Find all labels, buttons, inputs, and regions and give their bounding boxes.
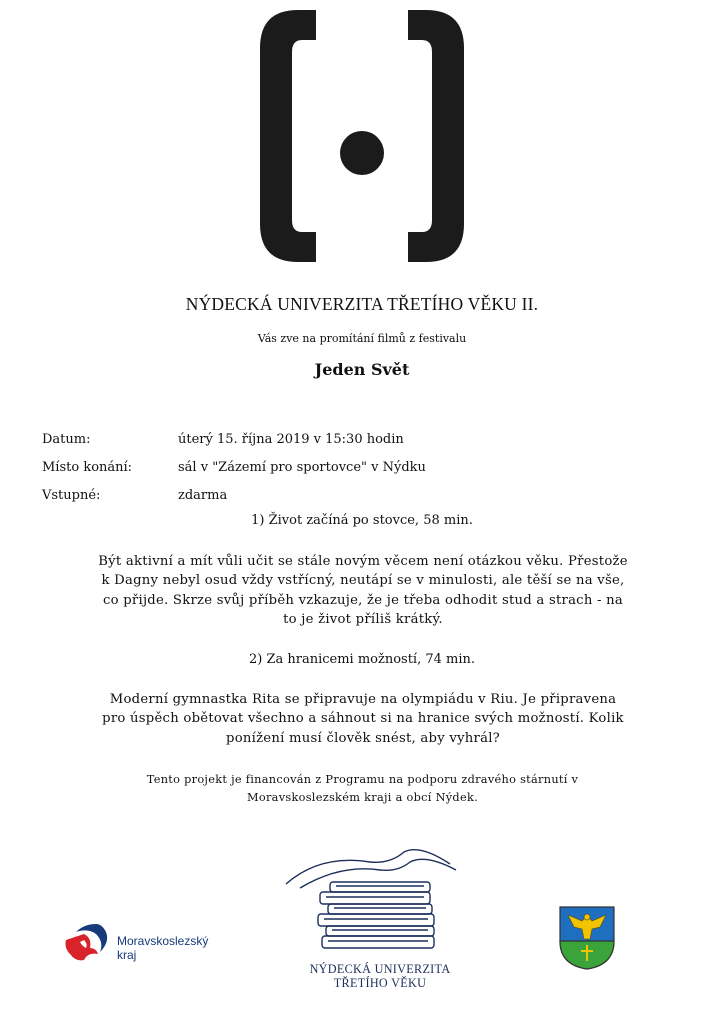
film-1-description-line: Být aktivní a mít vůli učit se stále novým věcem není otázkou věku. Přestože: [98, 554, 628, 569]
funding-line: Tento projekt je financován z Programu na podporu zdravého stárnutí v: [146, 773, 579, 786]
date-value: úterý 15. října 2019 v 15:30 hodin: [178, 432, 404, 447]
admission-label: Vstupné:: [42, 488, 101, 503]
kraj-line-1: Moravskoslezský: [117, 934, 209, 948]
film-2-description-line: Moderní gymnastka Rita se připravuje na olympiádu v Riu. Je připravena: [109, 692, 617, 707]
film-1-description-line: to je život příliš krátký.: [283, 612, 443, 628]
organization-title: NÝDECKÁ UNIVERZITA TŘETÍHO VĚKU II.: [185, 294, 539, 314]
festival-logo-icon: [222, 8, 502, 266]
film-1-description-line: k Dagny nebyl osud vždy vstřícný, neutápí se v minulosti, ale těší se na vše,: [101, 573, 625, 589]
film-1-title: 1) Život začíná po stovce, 58 min.: [251, 513, 473, 528]
university-line-1: NÝDECKÁ UNIVERZITA: [309, 962, 451, 976]
invite-text: Vás zve na promítání filmů z festivalu: [257, 332, 467, 345]
kraj-line-2: kraj: [117, 948, 137, 962]
film-1-description-line: co přijde. Skrze svůj příběh vzkazuje, že je třeba odhodit stud a strach - na: [102, 592, 624, 608]
university-books-logo-icon: [280, 840, 470, 960]
film-2-description: [38, 690, 688, 748]
university-logo-text: [280, 962, 480, 990]
university-line-2: TŘETÍHO VĚKU: [333, 976, 427, 990]
date-label: Datum:: [42, 432, 91, 447]
festival-name: Jeden Svět: [314, 360, 410, 379]
film-2-title: 2) Za hranicemi možností, 74 min.: [248, 652, 476, 667]
film-1-description: [38, 552, 688, 630]
venue-value: sál v "Zázemí pro sportovce" v Nýdku: [178, 460, 426, 475]
funding-note: [60, 771, 665, 807]
kraj-logo-text: [117, 934, 208, 962]
coat-of-arms-icon: [558, 905, 616, 971]
film-2-description-line: ponížení musí člověk snést, aby vyhrál?: [226, 730, 500, 746]
admission-value: zdarma: [178, 488, 228, 503]
funding-line: Moravskoslezském kraji a obcí Nýdek.: [246, 791, 478, 804]
venue-label: Místo konání:: [42, 460, 133, 475]
film-2-description-line: pro úspěch obětovat všechno a sáhnout si na hranice svých možností. Kolik: [102, 711, 624, 727]
